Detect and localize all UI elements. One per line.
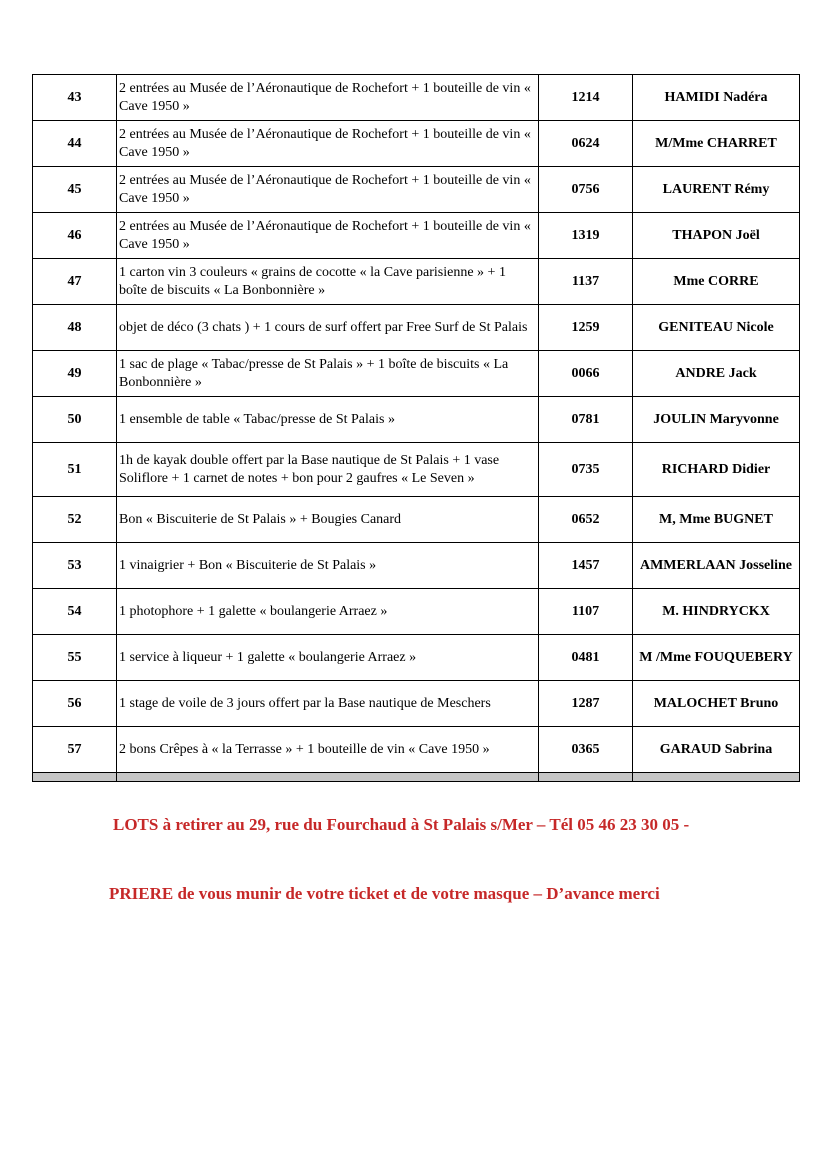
table-row: [33, 727, 800, 773]
table-row: [33, 259, 800, 305]
ticket-number-cell: 0624: [539, 121, 633, 167]
ticket-number-cell: 0481: [539, 635, 633, 681]
winner-name-cell: MALOCHET Bruno: [633, 681, 800, 727]
winner-name-cell: LAURENT Rémy: [633, 167, 800, 213]
lot-number-cell: 54: [33, 589, 117, 635]
ticket-number-cell: 1287: [539, 681, 633, 727]
lot-number-cell: 47: [33, 259, 117, 305]
prize-description-cell: 1 sac de plage « Tabac/presse de St Palais » + 1 boîte de biscuits « La Bonbonnière »: [117, 351, 539, 397]
prize-description-cell: objet de déco (3 chats ) + 1 cours de surf offert par Free Surf de St Palais: [117, 305, 539, 351]
prize-description-cell: 1 carton vin 3 couleurs « grains de cocotte « la Cave parisienne » + 1 boîte de biscuits « La Bonbonnière »: [117, 259, 539, 305]
table-row: [33, 305, 800, 351]
footer-band-cell: [33, 773, 117, 782]
ticket-number-cell: 0066: [539, 351, 633, 397]
table-row: [33, 635, 800, 681]
table-row: [33, 681, 800, 727]
winner-name-cell: Mme CORRE: [633, 259, 800, 305]
lot-number-cell: 56: [33, 681, 117, 727]
lot-number-cell: 53: [33, 543, 117, 589]
table-row: [33, 397, 800, 443]
winner-name-cell: M /Mme FOUQUEBERY: [633, 635, 800, 681]
ticket-number-cell: 0756: [539, 167, 633, 213]
winner-name-cell: JOULIN Maryvonne: [633, 397, 800, 443]
lot-number-cell: 44: [33, 121, 117, 167]
winner-name-cell: THAPON Joël: [633, 213, 800, 259]
ticket-number-cell: 0781: [539, 397, 633, 443]
ticket-number-cell: 0652: [539, 497, 633, 543]
ticket-number-cell: 0365: [539, 727, 633, 773]
ticket-number-cell: 1259: [539, 305, 633, 351]
lot-number-cell: 43: [33, 75, 117, 121]
reminder-notice: PRIERE de vous munir de votre ticket et de votre masque – D’avance merci: [109, 884, 660, 903]
table-footer-band: [33, 773, 800, 782]
winner-name-cell: ANDRE Jack: [633, 351, 800, 397]
lot-number-cell: 46: [33, 213, 117, 259]
prize-description-cell: 1 stage de voile de 3 jours offert par la Base nautique de Meschers: [117, 681, 539, 727]
lot-number-cell: 50: [33, 397, 117, 443]
prize-description-cell: 2 bons Crêpes à « la Terrasse » + 1 bouteille de vin « Cave 1950 »: [117, 727, 539, 773]
prize-description-cell: 2 entrées au Musée de l’Aéronautique de Rochefort + 1 bouteille de vin « Cave 1950 »: [117, 75, 539, 121]
winner-name-cell: RICHARD Didier: [633, 443, 800, 497]
winner-name-cell: M/Mme CHARRET: [633, 121, 800, 167]
winner-name-cell: HAMIDI Nadéra: [633, 75, 800, 121]
winner-name-cell: M, Mme BUGNET: [633, 497, 800, 543]
ticket-number-cell: 1214: [539, 75, 633, 121]
winner-name-cell: GARAUD Sabrina: [633, 727, 800, 773]
lot-number-cell: 55: [33, 635, 117, 681]
table-row: [33, 121, 800, 167]
footer-band-cell: [539, 773, 633, 782]
table-row: [33, 75, 800, 121]
ticket-number-cell: 1137: [539, 259, 633, 305]
prize-description-cell: 2 entrées au Musée de l’Aéronautique de Rochefort + 1 bouteille de vin « Cave 1950 »: [117, 121, 539, 167]
lot-number-cell: 45: [33, 167, 117, 213]
prize-results-table: [32, 74, 800, 782]
lot-number-cell: 49: [33, 351, 117, 397]
table-row: [33, 351, 800, 397]
footer-band-cell: [633, 773, 800, 782]
lot-number-cell: 57: [33, 727, 117, 773]
table-row: [33, 589, 800, 635]
footer-band-cell: [117, 773, 539, 782]
table-row: [33, 543, 800, 589]
prize-description-cell: 2 entrées au Musée de l’Aéronautique de Rochefort + 1 bouteille de vin « Cave 1950 »: [117, 213, 539, 259]
ticket-number-cell: 1457: [539, 543, 633, 589]
table-row: [33, 497, 800, 543]
prize-description-cell: 1 ensemble de table « Tabac/presse de St Palais »: [117, 397, 539, 443]
table-row: [33, 443, 800, 497]
prize-description-cell: 1 photophore + 1 galette « boulangerie Arraez »: [117, 589, 539, 635]
prize-description-cell: Bon « Biscuiterie de St Palais » + Bougies Canard: [117, 497, 539, 543]
lot-number-cell: 51: [33, 443, 117, 497]
winner-name-cell: AMMERLAAN Josseline: [633, 543, 800, 589]
table-row: [33, 167, 800, 213]
lot-number-cell: 48: [33, 305, 117, 351]
pickup-notice: LOTS à retirer au 29, rue du Fourchaud à St Palais s/Mer – Tél 05 46 23 30 05 -: [113, 815, 690, 834]
winner-name-cell: GENITEAU Nicole: [633, 305, 800, 351]
ticket-number-cell: 1319: [539, 213, 633, 259]
prize-description-cell: 2 entrées au Musée de l’Aéronautique de Rochefort + 1 bouteille de vin « Cave 1950 »: [117, 167, 539, 213]
ticket-number-cell: 1107: [539, 589, 633, 635]
lot-number-cell: 52: [33, 497, 117, 543]
prize-description-cell: 1h de kayak double offert par la Base nautique de St Palais + 1 vase Soliflore + 1 carnet de notes + bon pour 2 gaufres « Le Seven »: [117, 443, 539, 497]
ticket-number-cell: 0735: [539, 443, 633, 497]
prize-description-cell: 1 vinaigrier + Bon « Biscuiterie de St Palais »: [117, 543, 539, 589]
winner-name-cell: M. HINDRYCKX: [633, 589, 800, 635]
table-row: [33, 213, 800, 259]
prize-description-cell: 1 service à liqueur + 1 galette « boulangerie Arraez »: [117, 635, 539, 681]
prize-results-body: [33, 75, 800, 782]
